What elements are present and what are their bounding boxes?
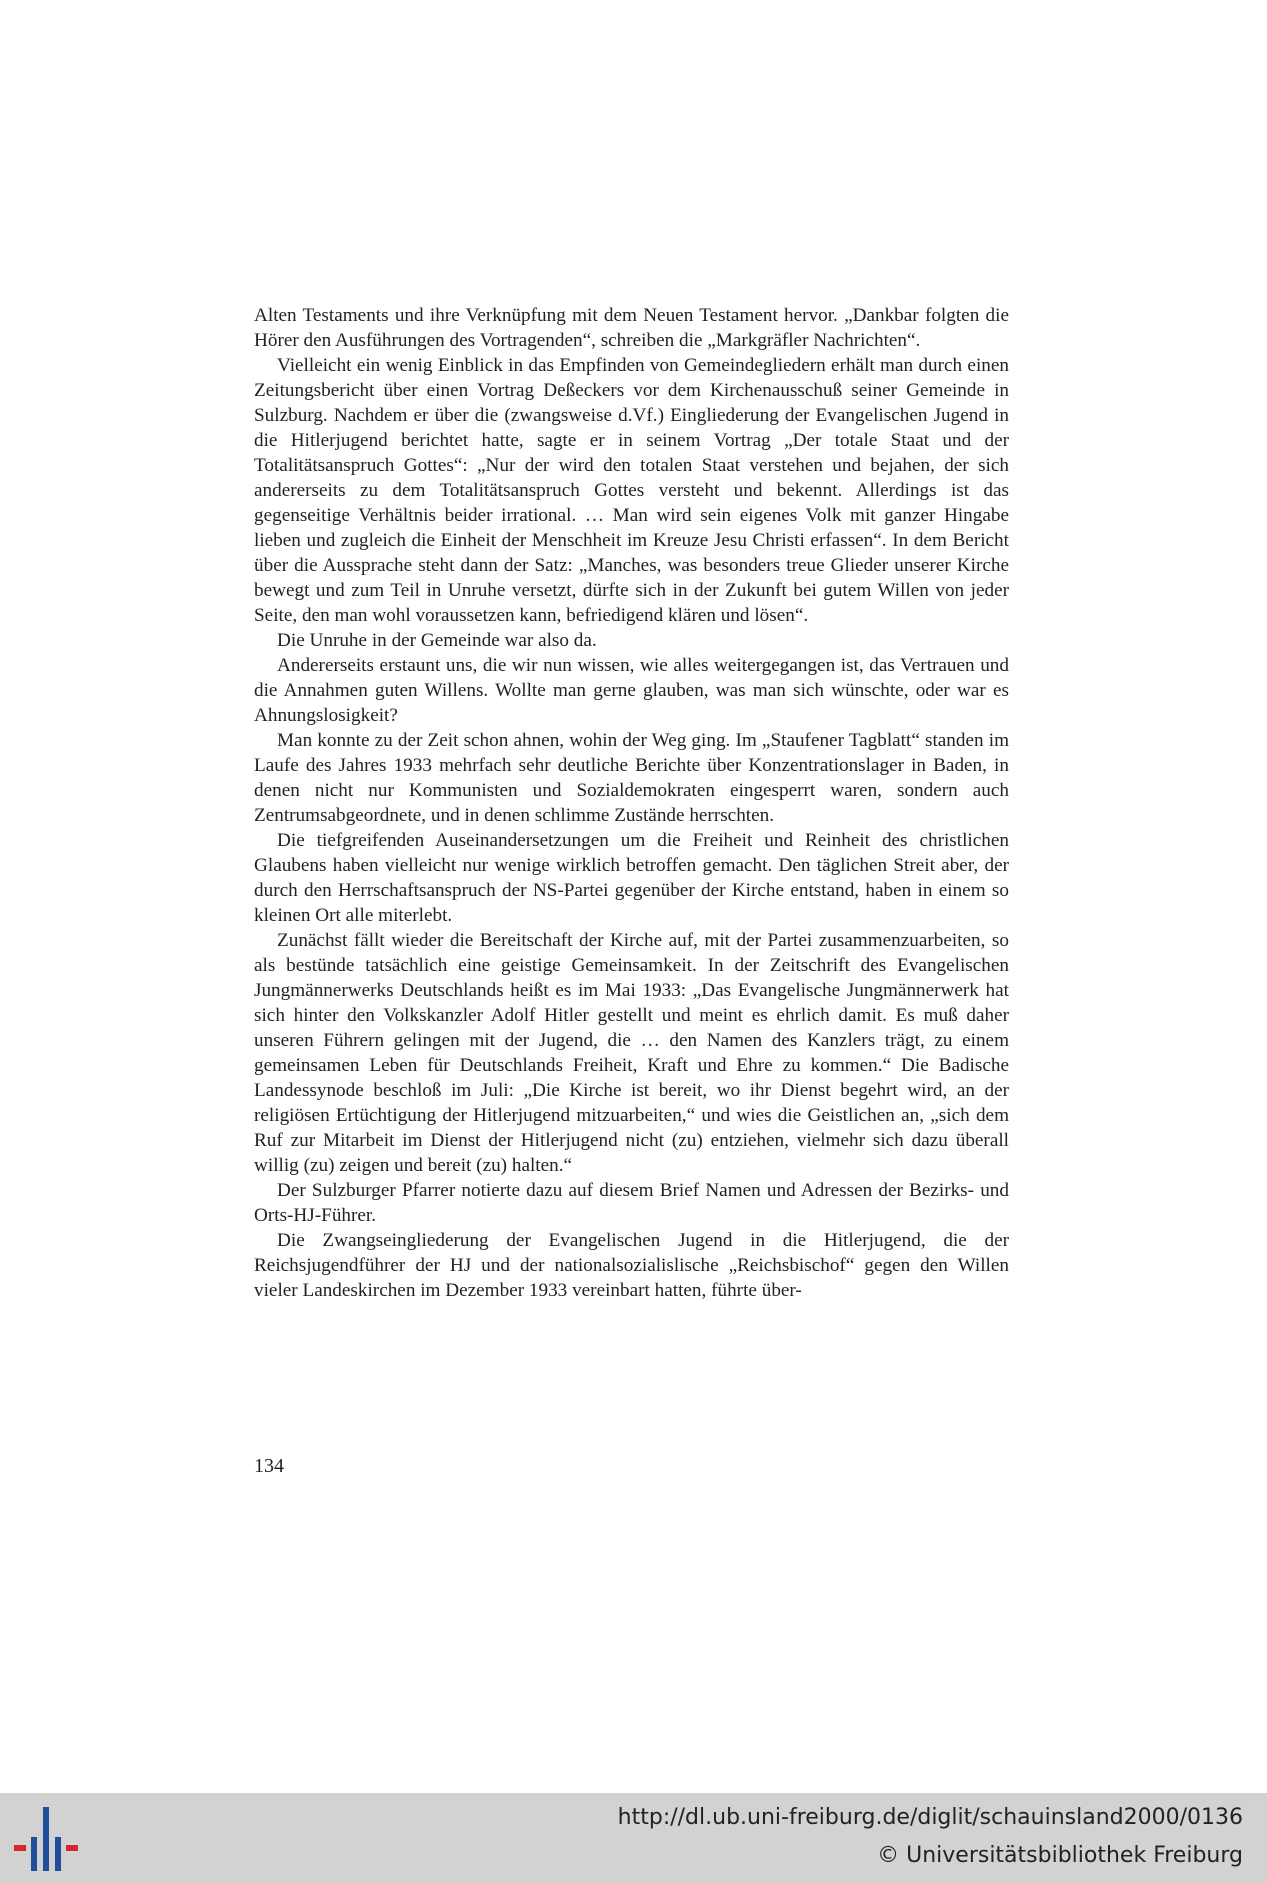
paragraph: Alten Testaments und ihre Verknüpfung mit dem Neuen Testament hervor. „Dankbar folgten die Hörer den Ausführungen des Vortragenden“, schreiben die „Markgräfler Nachrichten“.	[254, 305, 1009, 351]
paragraph: Der Sulzburger Pfarrer notierte dazu auf diesem Brief Namen und Adressen der Bezirks- und Orts-HJ-Führer.	[254, 1180, 1009, 1226]
ub-freiburg-logo-icon[interactable]	[14, 1807, 78, 1871]
paragraph: Die Unruhe in der Gemeinde war also da.	[277, 630, 597, 651]
body-text	[254, 303, 1009, 1303]
footer-copyright: © Universitätsbibliothek Freiburg	[877, 1843, 1243, 1868]
footer-url-link[interactable]: http://dl.ub.uni-freiburg.de/diglit/schauinsland2000/0136	[617, 1805, 1243, 1830]
paragraph: Vielleicht ein wenig Einblick in das Empfinden von Gemeindegliedern erhält man durch einen Zeitungsbericht über einen Vortrag Deßeckers vor dem Kirchenausschuß seiner Gemeinde in Sulzburg. Nachdem er über die (zwangsweise d.Vf.) Eingliederung der Evangelischen Jugend in die Hitlerjugend berichtet hatte, sagte er in seinem Vortrag „Der totale Staat und der Totalitätsanspruch Gottes“: „Nur der wird den totalen Staat verstehen und bejahen, der sich andererseits zu dem Totalitätsanspruch Gottes versteht und bekennt. Allerdings ist das gegenseitige Verhältnis beider irrational. … Man wird sein eigenes Volk mit ganzer Hingabe lieben und zugleich die Einheit der Menschheit im Kreuze Jesu Christi erfassen“. In dem Bericht über die Aussprache steht dann der Satz: „Manches, was besonders treue Glieder unserer Kirche bewegt und zum Teil in Unruhe versetzt, dürfte sich in der Zukunft bei gutem Willen von jeder Seite, den man wohl voraussetzen kann, befriedigend klären und lösen“.	[254, 355, 1009, 626]
paragraph: Die Zwangseingliederung der Evangelischen Jugend in die Hitlerjugend, die der Reichsjugendführer der HJ und der nationalsozialislische „Reichsbischof“ gegen den Willen vieler Landeskirchen im Dezember 1933 vereinbart hatten, führte über-	[254, 1230, 1009, 1301]
paragraph: Zunächst fällt wieder die Bereitschaft der Kirche auf, mit der Partei zusammenzuarbeiten, so als bestünde tatsächlich eine geistige Gemeinsamkeit. In der Zeitschrift des Evangelischen Jungmännerwerks Deutschlands heißt es im Mai 1933: „Das Evangelische Jungmännerwerk hat sich hinter den Volkskanzler Adolf Hitler gestellt und meint es ehrlich damit. Es muß daher unseren Führern gelingen mit der Jugend, die … den Namen des Kanzlers trägt, zu einem gemeinsamen Leben für Deutschlands Freiheit, Kraft und Ehre zu kommen.“ Die Badische Landessynode beschloß im Juli: „Die Kirche ist bereit, wo ihr Dienst begehrt wird, an der religiösen Ertüchtigung der Hitlerjugend mitzuarbeiten,“ und wies die Geistlichen an, „sich dem Ruf zur Mitarbeit im Dienst der Hitlerjugend nicht (zu) entziehen, vielmehr sich dazu überall willig (zu) zeigen und bereit (zu) halten.“	[254, 930, 1009, 1176]
page-number: 134	[254, 1455, 284, 1477]
viewer-footer	[0, 1793, 1267, 1883]
paragraph: Andererseits erstaunt uns, die wir nun wissen, wie alles weitergegangen ist, das Vertrauen und die Annahmen guten Willens. Wollte man gerne glauben, was man sich wünschte, oder war es Ahnungslosigkeit?	[254, 655, 1009, 726]
paragraph: Die tiefgreifenden Auseinandersetzungen um die Freiheit und Reinheit des christlichen Glaubens haben vielleicht nur wenige wirklich betroffen gemacht. Den täglichen Streit aber, der durch den Herrschaftsanspruch der NS-Partei gegenüber der Kirche entstand, haben in einem so kleinen Ort alle miterlebt.	[254, 830, 1009, 926]
paragraph: Man konnte zu der Zeit schon ahnen, wohin der Weg ging. Im „Staufener Tagblatt“ standen im Laufe des Jahres 1933 mehrfach sehr deutliche Berichte über Konzentrationslager in Baden, in denen nicht nur Kommunisten und Sozialdemokraten eingesperrt waren, sondern auch Zentrumsabgeordnete, und in denen schlimme Zustände herrschten.	[254, 730, 1009, 826]
